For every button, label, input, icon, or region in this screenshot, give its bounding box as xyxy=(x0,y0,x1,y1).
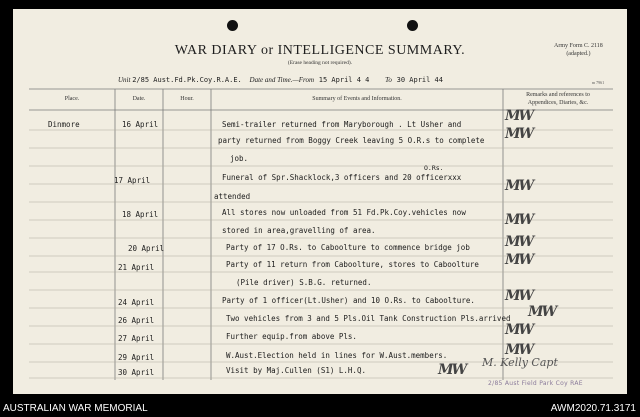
entry-text: Party of 11 return from Caboolture, stores to Caboolture xyxy=(226,260,479,269)
remarks-line-2: Appendices, Diaries, &c. xyxy=(527,100,589,106)
handwritten-initials: MW xyxy=(505,126,533,142)
form-title: WAR DIARY or INTELLIGENCE SUMMARY. xyxy=(174,43,466,58)
entry-date: 29 April xyxy=(118,353,155,362)
entry-date: 27 April xyxy=(118,334,155,343)
col-header-place: Place. xyxy=(64,96,80,102)
entry-date: 16 April xyxy=(122,120,159,129)
entry-date: 20 April xyxy=(128,244,165,253)
army-form-adapted: (adapted.) xyxy=(566,51,591,57)
entry-insert: O.Rs. xyxy=(424,164,444,172)
unit-stamp: 2/85 Aust Field Park Coy RAE xyxy=(488,380,583,387)
entry-text: Visit by Maj.Cullen (S1) L.H.Q. xyxy=(226,366,366,375)
entry-date: 17 April xyxy=(114,176,151,185)
handwritten-initials: MW xyxy=(505,342,533,358)
handwritten-initials: MW xyxy=(505,212,533,228)
col-header-summary: Summary of Events and Information. xyxy=(312,96,402,102)
remarks-line-1: Remarks and references to xyxy=(526,92,590,98)
entry-text: job. xyxy=(230,154,249,163)
entry-date: 24 April xyxy=(118,298,155,307)
col-header-remarks xyxy=(503,91,613,107)
handwritten-initials: MW xyxy=(505,322,533,338)
entry-text: W.Aust.Election held in lines for W.Aust.members. xyxy=(226,351,448,360)
entry-text: (Pile driver) S.B.G. returned. xyxy=(236,278,372,287)
entry-text: Semi-trailer returned from Maryborough . Lt Usher and xyxy=(222,120,462,129)
entry-text: Party of 17 O.Rs. to Caboolture to commence bridge job xyxy=(226,243,470,252)
col-header-date: Date. xyxy=(132,96,146,102)
entry-text: attended xyxy=(214,192,251,201)
entry-text: party returned from Boggy Creek leaving 5 O.R.s to complete xyxy=(218,136,485,145)
handwritten-initials: MW xyxy=(438,362,466,378)
entry-text: Further equip.from above Pls. xyxy=(226,332,357,341)
entry-place: Dinmore xyxy=(48,120,80,129)
entry-date: 26 April xyxy=(118,316,155,325)
col-header-hour: Hour. xyxy=(180,96,194,102)
entry-text: Funeral of Spr.Shacklock,3 officers and 20 officerxxx xyxy=(222,173,462,182)
handwritten-initials: MW xyxy=(505,178,533,194)
form-subtitle: (Erase heading not required). xyxy=(287,60,353,66)
entry-date: 30 April xyxy=(118,368,155,377)
entry-text: stored in area,gravelling of area. xyxy=(222,226,376,235)
handwritten-initials: MW xyxy=(505,108,533,124)
footer-institution: AUSTRALIAN WAR MEMORIAL xyxy=(3,403,148,414)
entry-text: Party of 1 officer(Lt.Usher) and 10 O.Rs. to Caboolture. xyxy=(222,296,475,305)
handwritten-initials: MW xyxy=(505,234,533,250)
officer-signature: M. Kelly Capt xyxy=(482,356,558,369)
unit-value: 2/85 Aust.Fd.Pk.Coy.R.A.E. xyxy=(132,76,242,84)
from-date: 15 April 4 4 xyxy=(318,76,370,84)
small-note: m 7961 xyxy=(592,80,605,85)
army-form-number: Army Form C. 2118 xyxy=(554,43,603,49)
handwritten-initials: MW xyxy=(528,304,556,320)
to-date: 30 April 44 xyxy=(396,76,443,84)
entry-date: 18 April xyxy=(122,210,159,219)
date-time-label: Date and Time.—From xyxy=(249,76,315,84)
unit-label: Unit xyxy=(118,76,131,84)
handwritten-initials: MW xyxy=(505,252,533,268)
entry-date: 21 April xyxy=(118,263,155,272)
entry-text: Two vehicles from 3 and 5 Pls.Oil Tank Construction Pls.arrived xyxy=(226,314,511,323)
footer-accession: AWM2020.71.3171 xyxy=(550,403,636,414)
entry-text: All stores now unloaded from 51 Fd.Pk.Coy.vehicles now xyxy=(222,208,466,217)
handwritten-initials: MW xyxy=(505,288,533,304)
to-label: To xyxy=(385,76,392,84)
